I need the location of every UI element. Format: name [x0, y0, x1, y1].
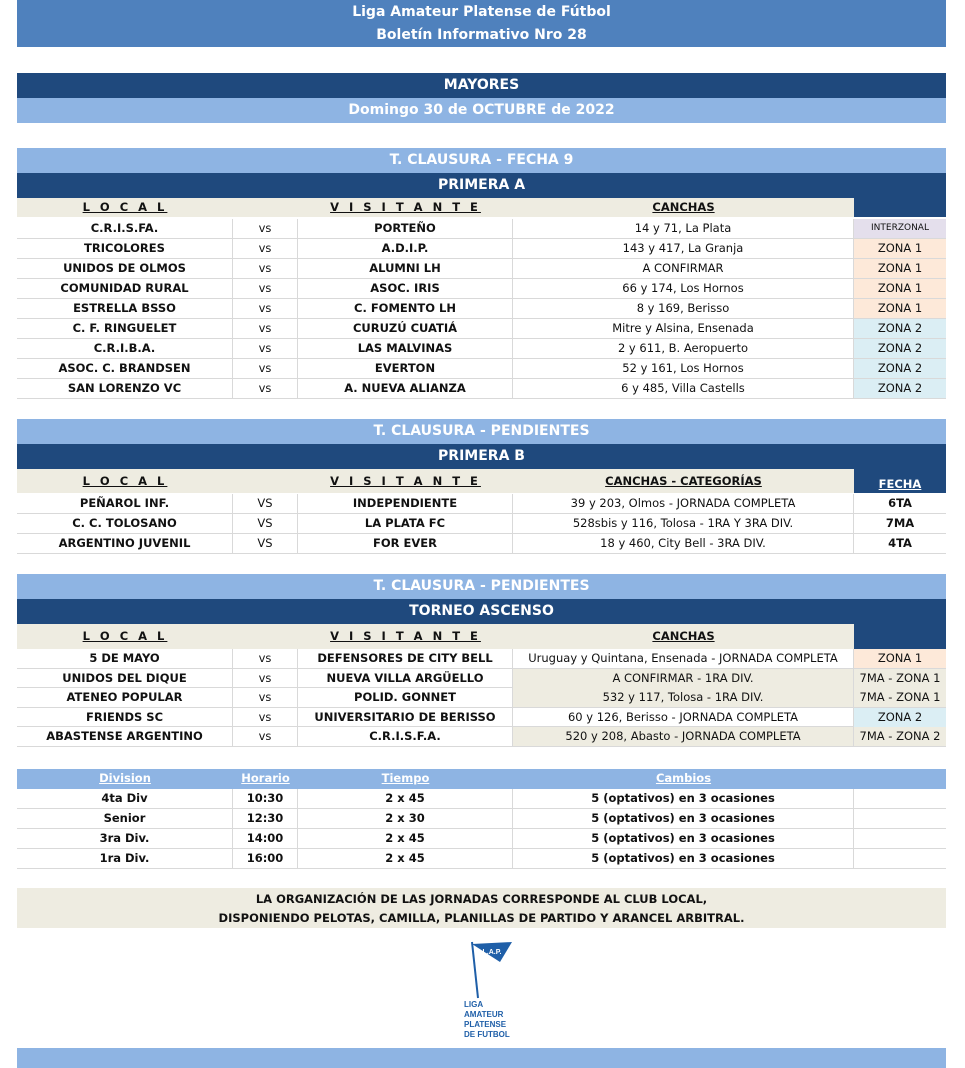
logo-text: [462, 1000, 522, 1040]
vs-label: vs: [233, 239, 298, 258]
local-team: COMUNIDAD RURAL: [17, 279, 233, 298]
local-team: ESTRELLA BSSO: [17, 299, 233, 318]
table-row: [17, 379, 946, 399]
col-canchas-categorias: CANCHAS - CATEGORÍAS: [513, 469, 854, 493]
venue: 532 y 117, Tolosa - 1RA DIV.: [513, 688, 854, 707]
col-vs-blank: [233, 198, 298, 217]
local-team: UNIDOS DE OLMOS: [17, 259, 233, 278]
visitor-team: LA PLATA FC: [298, 514, 513, 533]
section2-title: T. CLAUSURA - PENDIENTES: [17, 419, 946, 444]
local-team: FRIENDS SC: [17, 708, 233, 727]
division-name: 4ta Div: [17, 789, 233, 808]
venue: 520 y 208, Abasto - JORNADA COMPLETA: [513, 727, 854, 746]
table-row: [17, 299, 946, 319]
vs-label: vs: [233, 649, 298, 668]
col-canchas: CANCHAS: [513, 624, 854, 649]
col-horario: Horario: [241, 771, 290, 785]
logo-line-4: DE FUTBOL: [464, 1030, 510, 1039]
local-team: 5 DE MAYO: [17, 649, 233, 668]
venue: 60 y 126, Berisso - JORNADA COMPLETA: [513, 708, 854, 727]
fecha-value: 4TA: [888, 536, 912, 550]
table-row: [17, 259, 946, 279]
visitor-team: CURUZÚ CUATIÁ: [298, 319, 513, 338]
local-team: C.R.I.S.FA.: [17, 219, 233, 238]
col-division: Division: [99, 771, 151, 785]
table-row: [17, 494, 946, 514]
substitutions: 5 (optativos) en 3 ocasiones: [513, 849, 854, 868]
visitor-team: C. FOMENTO LH: [298, 299, 513, 318]
col-local: L O C A L: [17, 469, 233, 493]
division-name: 3ra Div.: [17, 829, 233, 848]
section1-subtitle: PRIMERA A: [17, 173, 946, 198]
table-row: [17, 339, 946, 359]
venue: 6 y 485, Villa Castells: [513, 379, 854, 398]
match-time: 14:00: [233, 829, 298, 848]
visitor-team: NUEVA VILLA ARGÜELLO: [298, 669, 513, 688]
schedule-row: [17, 789, 946, 809]
bulletin-number: Boletín Informativo Nro 28: [376, 27, 587, 43]
vs-label: VS: [233, 534, 298, 553]
visitor-team: A.D.I.P.: [298, 239, 513, 258]
zone-badge: ZONA 2: [854, 379, 946, 398]
venue: 2 y 611, B. Aeropuerto: [513, 339, 854, 358]
match-duration: 2 x 45: [298, 789, 513, 808]
schedule-row: [17, 809, 946, 829]
table-row: [17, 359, 946, 379]
local-team: ABASTENSE ARGENTINO: [17, 727, 233, 746]
match-time: 10:30: [233, 789, 298, 808]
table-row: [17, 514, 946, 534]
vs-label: vs: [233, 669, 298, 688]
zone-badge: INTERZONAL: [854, 219, 946, 238]
table-row: [17, 649, 946, 669]
venue: 143 y 417, La Granja: [513, 239, 854, 258]
venue: Mitre y Alsina, Ensenada: [513, 319, 854, 338]
col-visitante: V I S I T A N T E: [298, 198, 513, 217]
local-team: C. C. TOLOSANO: [17, 514, 233, 533]
visitor-team: ASOC. IRIS: [298, 279, 513, 298]
logo-line-3: PLATENSE: [464, 1020, 507, 1029]
col-zona-blank: [854, 198, 946, 217]
visitor-team: POLID. GONNET: [298, 688, 513, 707]
blank-cell: [854, 849, 946, 868]
vs-label: vs: [233, 279, 298, 298]
vs-label: vs: [233, 319, 298, 338]
col-visitante: V I S I T A N T E: [298, 624, 513, 649]
league-logo: [462, 940, 522, 1050]
vs-label: VS: [233, 514, 298, 533]
local-team: ARGENTINO JUVENIL: [17, 534, 233, 553]
col-fecha: FECHA: [854, 469, 946, 493]
visitor-team: EVERTON: [298, 359, 513, 378]
fecha-value: 6TA: [888, 496, 912, 510]
vs-label: vs: [233, 299, 298, 318]
table-row: [17, 239, 946, 259]
note-line-1: LA ORGANIZACIÓN DE LAS JORNADAS CORRESPONDE AL CLUB LOCAL,: [255, 892, 708, 906]
zone-badge: 7MA - ZONA 1: [854, 669, 946, 688]
section1-title: T. CLAUSURA - FECHA 9: [17, 148, 946, 173]
col-local: L O C A L: [17, 624, 233, 649]
vs-label: vs: [233, 339, 298, 358]
table-row: [17, 279, 946, 299]
venue-category: 528sbis y 116, Tolosa - 1RA Y 3RA DIV.: [513, 514, 854, 533]
match-duration: 2 x 45: [298, 849, 513, 868]
vs-label: vs: [233, 359, 298, 378]
col-visitante: V I S I T A N T E: [298, 469, 513, 493]
venue: 52 y 161, Los Hornos: [513, 359, 854, 378]
col-canchas: CANCHAS: [513, 198, 854, 217]
visitor-team: DEFENSORES DE CITY BELL: [298, 649, 513, 668]
table-row: [17, 534, 946, 554]
vs-label: vs: [233, 379, 298, 398]
table-row: [17, 688, 946, 708]
note-line-2: DISPONIENDO PELOTAS, CAMILLA, PLANILLAS DE PARTIDO Y ARANCEL ARBITRAL.: [218, 911, 745, 925]
schedule-row: [17, 829, 946, 849]
col-vs-blank: [233, 469, 298, 493]
match-duration: 2 x 30: [298, 809, 513, 828]
local-team: C.R.I.B.A.: [17, 339, 233, 358]
zone-badge: 7MA - ZONA 2: [854, 727, 946, 746]
zone-badge: ZONA 2: [854, 319, 946, 338]
division-name: 1ra Div.: [17, 849, 233, 868]
local-team: UNIDOS DEL DIQUE: [17, 669, 233, 688]
flag-icon: [462, 940, 522, 1000]
zone-badge: ZONA 2: [854, 339, 946, 358]
vs-label: VS: [233, 494, 298, 513]
visitor-team: A. NUEVA ALIANZA: [298, 379, 513, 398]
vs-label: vs: [233, 708, 298, 727]
venue-category: 18 y 460, City Bell - 3RA DIV.: [513, 534, 854, 553]
zone-badge: ZONA 1: [854, 649, 946, 668]
visitor-team: LAS MALVINAS: [298, 339, 513, 358]
substitutions: 5 (optativos) en 3 ocasiones: [513, 829, 854, 848]
col-zona-blank: [854, 624, 946, 649]
match-time: 16:00: [233, 849, 298, 868]
section3-subtitle: TORNEO ASCENSO: [17, 599, 946, 624]
section3-title: T. CLAUSURA - PENDIENTES: [17, 574, 946, 599]
organization-note: [17, 888, 946, 928]
table-row: [17, 708, 946, 728]
zone-badge: 7MA - ZONA 1: [854, 688, 946, 707]
logo-line-1: LIGA: [464, 1000, 484, 1009]
local-team: TRICOLORES: [17, 239, 233, 258]
match-date: Domingo 30 de OCTUBRE de 2022: [17, 98, 946, 123]
bulletin-header: [17, 0, 946, 47]
vs-label: vs: [233, 259, 298, 278]
blank-cell: [854, 789, 946, 808]
visitor-team: ALUMNI LH: [298, 259, 513, 278]
schedule-header: [17, 769, 946, 789]
venue: 66 y 174, Los Hornos: [513, 279, 854, 298]
vs-label: vs: [233, 727, 298, 746]
substitutions: 5 (optativos) en 3 ocasiones: [513, 789, 854, 808]
zone-badge: ZONA 1: [854, 279, 946, 298]
vs-label: vs: [233, 688, 298, 707]
fecha-value: 7MA: [885, 516, 915, 530]
local-team: C. F. RINGUELET: [17, 319, 233, 338]
table-row: [17, 319, 946, 339]
col-local: L O C A L: [17, 198, 233, 217]
venue: A CONFIRMAR - 1RA DIV.: [513, 669, 854, 688]
vs-label: vs: [233, 219, 298, 238]
table-row: [17, 669, 946, 689]
zone-badge: ZONA 1: [854, 239, 946, 258]
local-team: PEÑAROL INF.: [17, 494, 233, 513]
visitor-team: UNIVERSITARIO DE BERISSO: [298, 708, 513, 727]
schedule-row: [17, 849, 946, 869]
venue-category: 39 y 203, Olmos - JORNADA COMPLETA: [513, 494, 854, 513]
blank-cell: [854, 809, 946, 828]
visitor-team: PORTEÑO: [298, 219, 513, 238]
zone-badge: ZONA 2: [854, 359, 946, 378]
zone-badge: ZONA 1: [854, 299, 946, 318]
league-title: Liga Amateur Platense de Fútbol: [352, 4, 611, 20]
footer-band: [17, 1048, 946, 1068]
venue: 8 y 169, Berisso: [513, 299, 854, 318]
venue: Uruguay y Quintana, Ensenada - JORNADA COMPLETA: [513, 649, 854, 668]
visitor-team: C.R.I.S.F.A.: [298, 727, 513, 746]
category-title: MAYORES: [17, 73, 946, 98]
substitutions: 5 (optativos) en 3 ocasiones: [513, 809, 854, 828]
visitor-team: INDEPENDIENTE: [298, 494, 513, 513]
section2-header: [17, 469, 946, 493]
col-tiempo: Tiempo: [381, 771, 430, 785]
zone-badge: ZONA 1: [854, 259, 946, 278]
local-team: ASOC. C. BRANDSEN: [17, 359, 233, 378]
table-row: [17, 219, 946, 239]
local-team: SAN LORENZO VC: [17, 379, 233, 398]
venue: 14 y 71, La Plata: [513, 219, 854, 238]
section1-header: [17, 198, 946, 217]
col-vs-blank: [233, 624, 298, 649]
blank-cell: [854, 829, 946, 848]
logo-flag-text: L.A.P.: [482, 949, 502, 956]
section2-subtitle: PRIMERA B: [17, 444, 946, 469]
match-time: 12:30: [233, 809, 298, 828]
logo-line-2: AMATEUR: [464, 1010, 504, 1019]
division-name: Senior: [17, 809, 233, 828]
section3-header: [17, 624, 946, 649]
col-cambios: Cambios: [655, 771, 712, 785]
local-team: ATENEO POPULAR: [17, 688, 233, 707]
zone-badge: ZONA 2: [854, 708, 946, 727]
visitor-team: FOR EVER: [298, 534, 513, 553]
table-row: [17, 727, 946, 747]
match-duration: 2 x 45: [298, 829, 513, 848]
venue: A CONFIRMAR: [513, 259, 854, 278]
